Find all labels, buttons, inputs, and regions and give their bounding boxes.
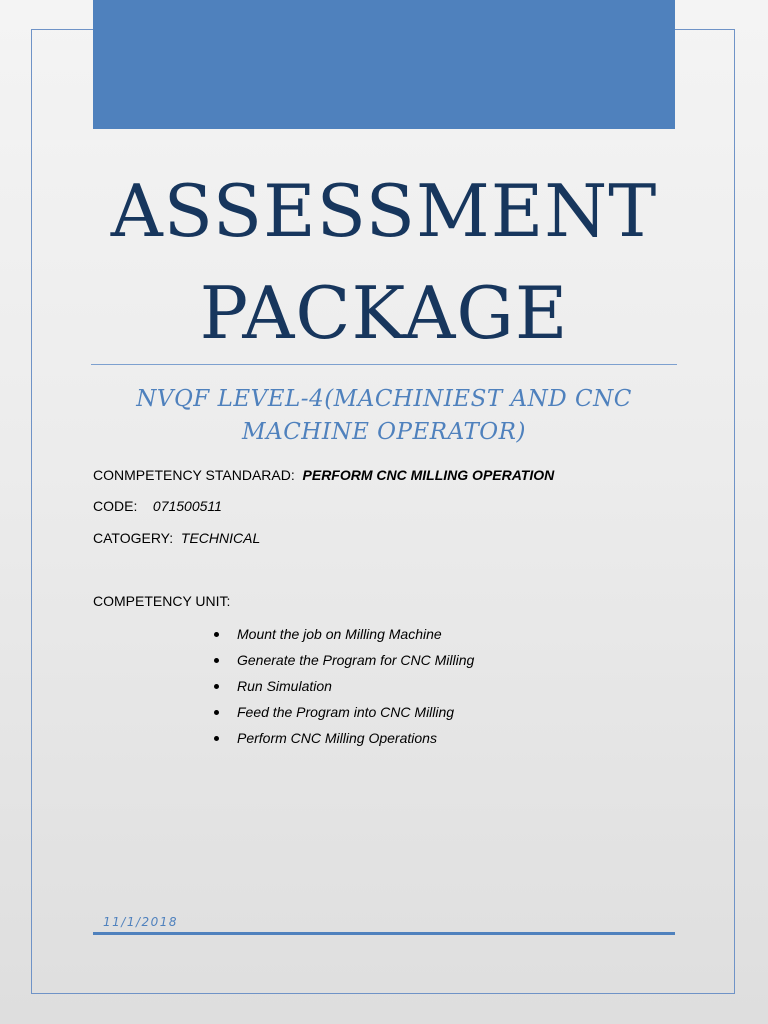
unit-text: Feed the Program into CNC Milling [237,704,455,720]
unit-text: Mount the job on Milling Machine [237,626,442,642]
subtitle-line-1: NVQF LEVEL-4(MACHINIEST AND CNC [136,386,632,412]
unit-text: Run Simulation [237,678,332,694]
bullet-icon [214,632,219,637]
code-field [93,498,222,514]
category-value: TECHNICAL [180,530,261,546]
category-label: CATOGERY: [93,530,174,546]
list-item [214,626,474,652]
bullet-icon [214,684,219,689]
list-item [214,730,474,756]
bullet-icon [214,736,219,741]
list-item [214,678,474,704]
code-value: 071500511 [152,498,222,514]
list-item [214,652,474,678]
bullet-icon [214,710,219,715]
title-divider [91,364,677,365]
unit-text: Perform CNC Milling Operations [237,730,437,746]
title-line-2: PACKAGE [199,271,569,355]
bullet-icon [214,658,219,663]
competency-unit-list [214,626,474,756]
competency-standard-value: PERFORM CNC MILLING OPERATION [302,467,555,483]
subtitle-line-2: MACHINE OPERATOR) [242,419,526,445]
competency-unit-label: COMPETENCY UNIT: [93,593,231,609]
competency-standard-field [93,467,554,483]
category-field [93,530,260,546]
list-item [214,704,474,730]
unit-text: Generate the Program for CNC Milling [237,652,475,668]
competency-standard-label: CONMPETENCY STANDARAD: [93,467,295,483]
subtitle [92,383,676,449]
code-label: CODE: [93,498,138,514]
header-band [93,0,675,129]
title-line-1: ASSESSMENT [110,169,658,253]
footer-divider [93,932,675,935]
document-date: 11/1/2018 [103,915,179,929]
